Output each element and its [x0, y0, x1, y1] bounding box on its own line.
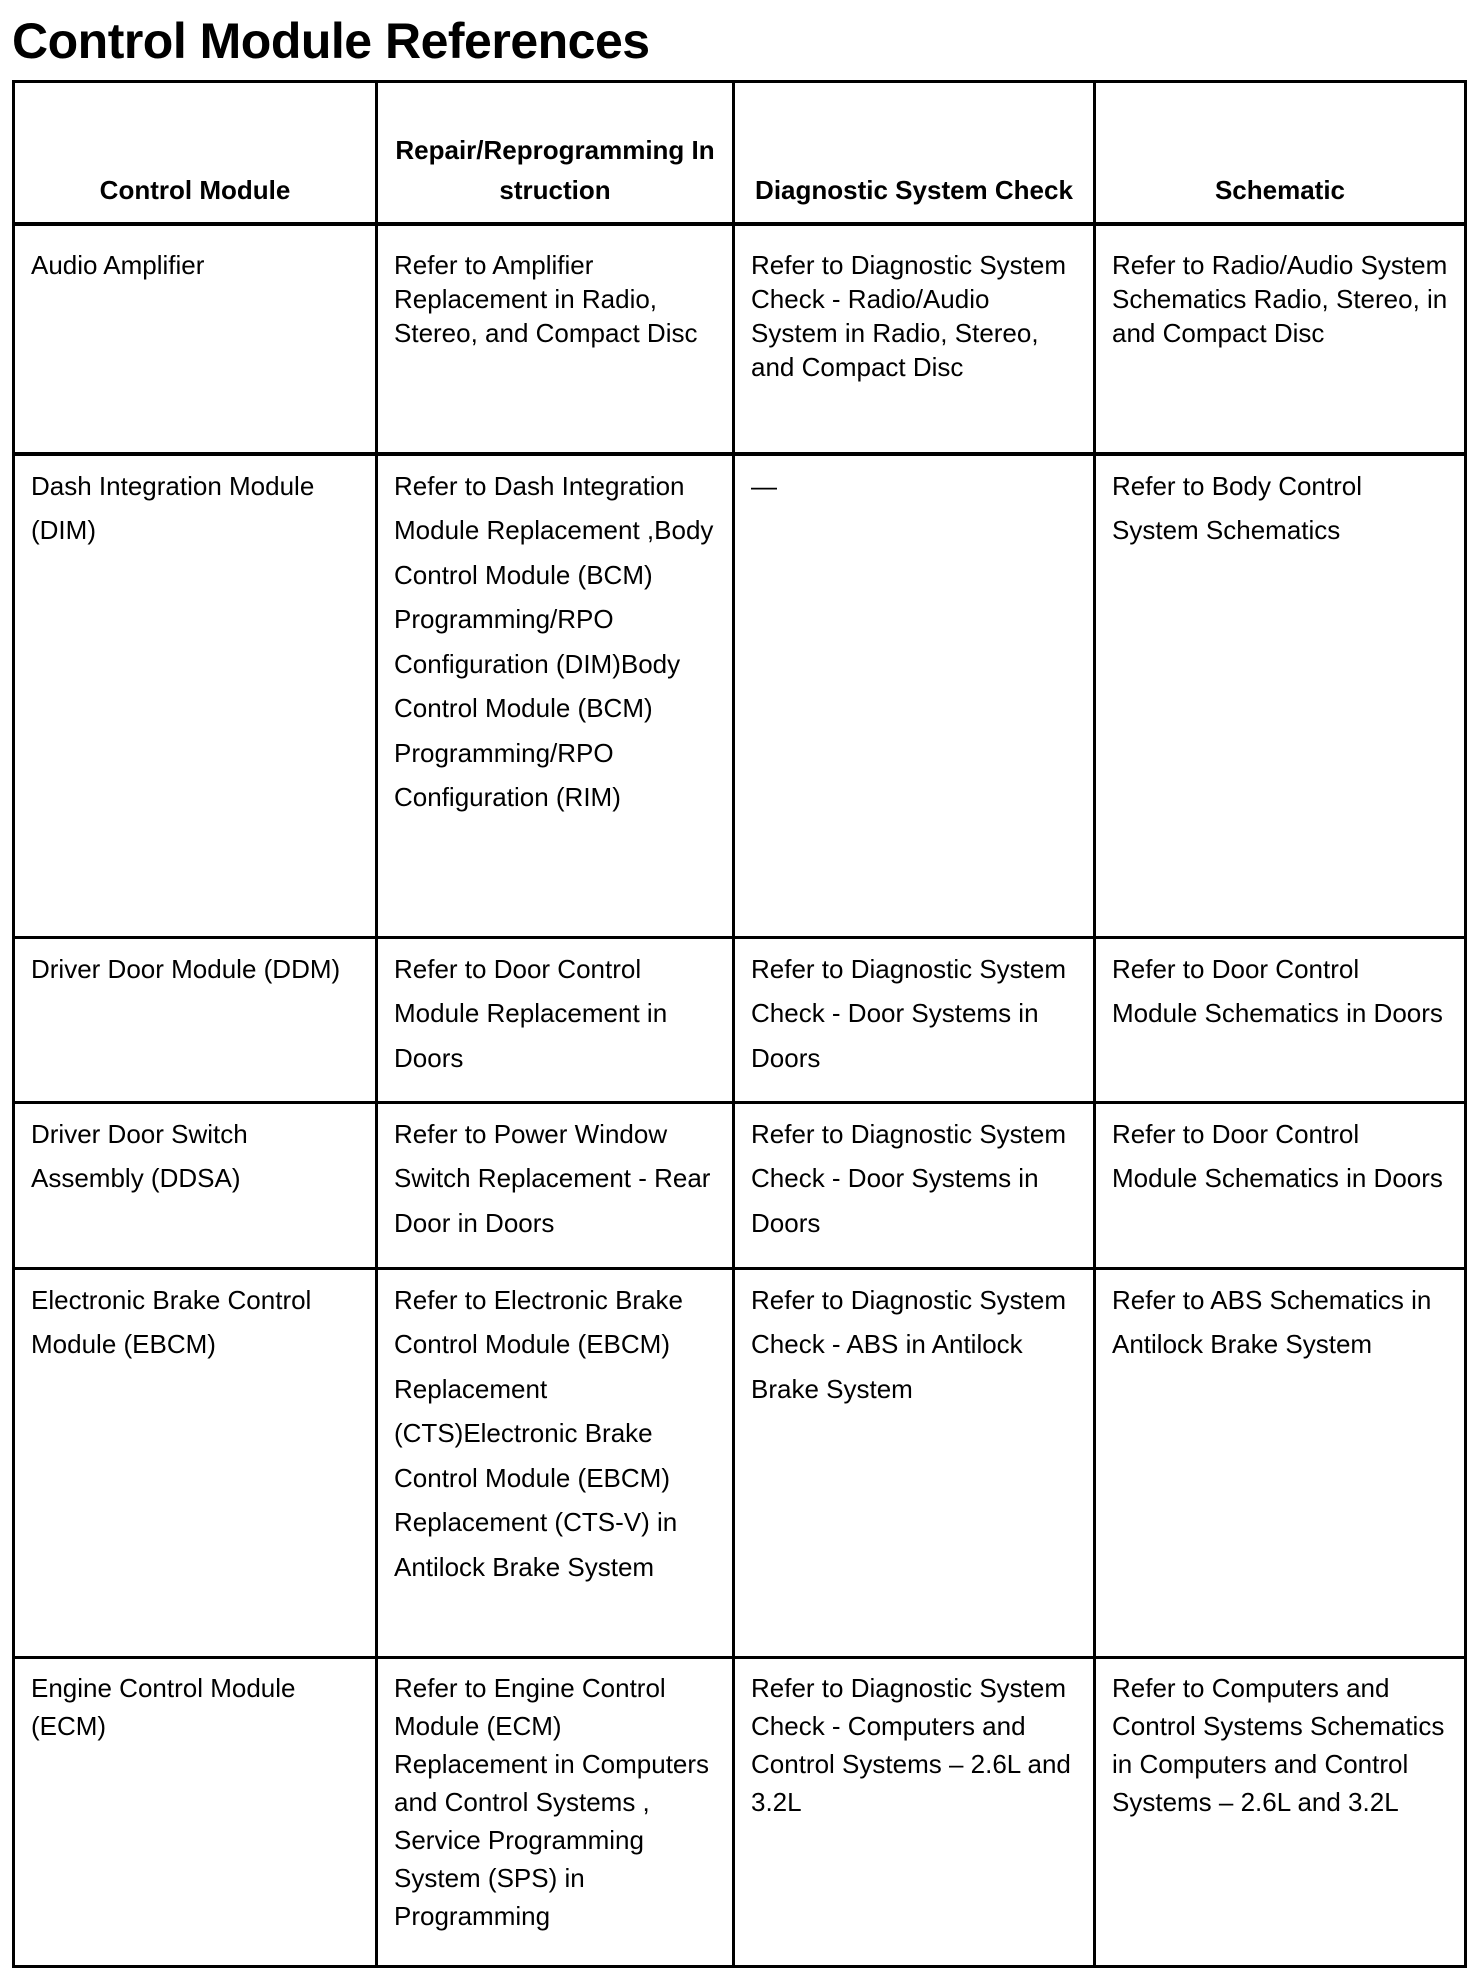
cell-repair: Refer to Engine Control Module (ECM) Replacement in Computers and Control Systems , Service Programming System (SPS) in Programming	[377, 1657, 734, 1966]
header-control-module: Control Module	[14, 82, 377, 224]
header-repair-instruction: Repair/Reprogramming Instruction	[377, 82, 734, 224]
cell-schematic: Refer to Radio/Audio System Schematics Radio, Stereo, in and Compact Disc	[1095, 224, 1466, 454]
table-row	[14, 454, 1466, 938]
table-row	[14, 224, 1466, 454]
cell-schematic: Refer to Door Control Module Schematics in Doors	[1095, 1102, 1466, 1268]
cell-module: Electronic Brake Control Module (EBCM)	[14, 1268, 377, 1657]
header-diagnostic-check: Diagnostic System Check	[734, 82, 1095, 224]
cell-module: Dash Integration Module (DIM)	[14, 454, 377, 938]
cell-module: Engine Control Module (ECM)	[14, 1657, 377, 1966]
cell-schematic: Refer to Door Control Module Schematics in Doors	[1095, 937, 1466, 1102]
table-row	[14, 1657, 1466, 1966]
cell-repair: Refer to Amplifier Replacement in Radio, Stereo, and Compact Disc	[377, 224, 734, 454]
cell-schematic: Refer to ABS Schematics in Antilock Brake System	[1095, 1268, 1466, 1657]
table-row	[14, 1268, 1466, 1657]
cell-module: Driver Door Switch Assembly (DDSA)	[14, 1102, 377, 1268]
cell-diagnostic: —	[734, 454, 1095, 938]
table-row	[14, 937, 1466, 1102]
cell-repair: Refer to Dash Integration Module Replacement ,Body Control Module (BCM) Programming/RPO Configuration (DIM)Body Control Module (BCM) Programming/RPO Configuration (RIM)	[377, 454, 734, 938]
cell-diagnostic: Refer to Diagnostic System Check - Door Systems in Doors	[734, 1102, 1095, 1268]
table-row	[14, 1102, 1466, 1268]
page-title: Control Module References	[12, 13, 650, 69]
cell-diagnostic: Refer to Diagnostic System Check - Door Systems in Doors	[734, 937, 1095, 1102]
control-module-references-table	[12, 80, 1467, 1968]
cell-diagnostic: Refer to Diagnostic System Check - Radio/Audio System in Radio, Stereo, and Compact Disc	[734, 224, 1095, 454]
cell-module: Audio Amplifier	[14, 224, 377, 454]
cell-diagnostic: Refer to Diagnostic System Check - Computers and Control Systems – 2.6L and 3.2L	[734, 1657, 1095, 1966]
cell-schematic: Refer to Computers and Control Systems Schematics in Computers and Control Systems – 2.6L and 3.2L	[1095, 1657, 1466, 1966]
cell-diagnostic: Refer to Diagnostic System Check - ABS in Antilock Brake System	[734, 1268, 1095, 1657]
cell-schematic: Refer to Body Control System Schematics	[1095, 454, 1466, 938]
cell-repair: Refer to Power Window Switch Replacement - Rear Door in Doors	[377, 1102, 734, 1268]
header-schematic: Schematic	[1095, 82, 1466, 224]
cell-repair: Refer to Electronic Brake Control Module (EBCM) Replacement (CTS)Electronic Brake Control Module (EBCM) Replacement (CTS-V) in Antilock Brake System	[377, 1268, 734, 1657]
table-header-row	[14, 82, 1466, 224]
cell-repair: Refer to Door Control Module Replacement in Doors	[377, 937, 734, 1102]
cell-module: Driver Door Module (DDM)	[14, 937, 377, 1102]
